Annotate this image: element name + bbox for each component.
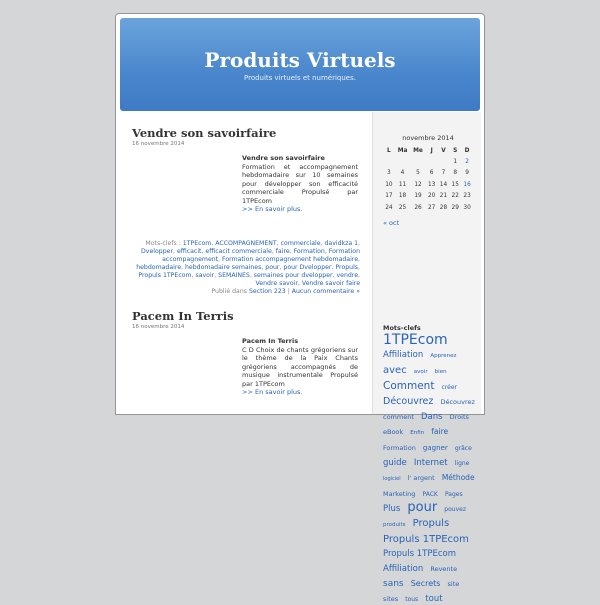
post-tag-link[interactable]: pour Dvelopper (283, 264, 332, 271)
post-tag-link[interactable]: hebdomadaire semaines (184, 264, 262, 271)
calendar-day: 4 (400, 170, 405, 177)
calendar-day: 12 (414, 181, 422, 188)
calendar-day: 9 (465, 170, 469, 177)
tag-cloud-link[interactable]: grâce (454, 445, 472, 452)
tag-cloud-link[interactable]: Revente (430, 565, 458, 573)
calendar-weekday: L (387, 147, 391, 154)
tag-cloud-link[interactable]: Comment (383, 380, 435, 392)
tags-label: Mots-clefs : (145, 240, 181, 247)
post (132, 309, 360, 407)
tag-cloud-link[interactable]: Droits (449, 413, 469, 421)
calendar-day: 1 (453, 158, 458, 165)
post-tag-link[interactable]: Formation accompagnement (162, 248, 360, 263)
post-tag-link[interactable]: Formation accompagnement hebdomadaire (222, 256, 359, 263)
post-title-link[interactable]: Pacem In Terris (132, 309, 234, 323)
calendar-day: 24 (385, 204, 393, 211)
excerpt-text: C D Choix de chants grégoriens sur le thème de la Paix Chants grégoriens accompagnés de musique instrumentale Propulsé par 1TPEcom (242, 345, 358, 388)
calendar-day: 23 (463, 193, 471, 200)
calendar-week (383, 191, 473, 203)
tag-cloud-link[interactable]: produits (383, 522, 406, 528)
post (132, 126, 360, 295)
tag-cloud-link[interactable]: Propuls 1TPEcom Affiliation (383, 549, 457, 574)
tag-cloud-link[interactable]: faire (431, 427, 449, 436)
tag-cloud-link[interactable]: Marketing (383, 490, 416, 498)
tag-cloud-link[interactable]: Dans (420, 412, 443, 422)
tag-cloud-link[interactable]: l' argent (407, 474, 435, 482)
post-title-link[interactable]: Vendre son savoirfaire (132, 126, 277, 140)
site-title-link[interactable]: Produits Virtuels (204, 48, 396, 72)
post-tag-link[interactable]: 1TPEcom (182, 240, 212, 247)
tag-cloud-link[interactable]: sites (383, 595, 399, 603)
comments-link[interactable]: Aucun commentaire » (291, 288, 360, 295)
tag-cloud-link[interactable]: gagner (422, 444, 448, 452)
post-tag-link[interactable]: faire (275, 248, 290, 255)
calendar-day: 7 (441, 170, 446, 177)
calendar-days (383, 156, 473, 214)
published-label: Publié dans (211, 288, 247, 295)
tags-widget-title: Mots-clefs (383, 324, 421, 332)
post-tag-link[interactable]: Vendre savoir faire (301, 280, 360, 287)
post-date: 16 novembre 2014 (132, 324, 185, 330)
post-excerpt (242, 337, 358, 397)
tag-cloud-link[interactable]: Propuls (412, 518, 450, 529)
tag-cloud-link[interactable]: Découvrez (383, 396, 434, 407)
calendar-day: 20 (427, 193, 436, 200)
tag-cloud-link[interactable]: sans (383, 579, 404, 589)
post-date: 16 novembre 2014 (132, 141, 185, 147)
calendar-widget (383, 134, 473, 227)
post-meta (132, 240, 360, 296)
tag-cloud-link[interactable]: PACK (422, 491, 438, 498)
tag-cloud-link[interactable]: site (447, 580, 460, 588)
post-tag-link[interactable]: Dvelopper (141, 248, 173, 255)
calendar-day: 15 (451, 181, 459, 188)
calendar-day: 26 (414, 204, 422, 211)
excerpt-text: Formation et accompagnement hebdomadaire sur 10 semaines pour développer son efficacité commerciale Propulsé par 1TPEcom (242, 162, 358, 205)
calendar-day: 22 (451, 193, 459, 200)
site-header (120, 18, 480, 111)
post-tag-link[interactable]: SEMAINES (218, 272, 250, 279)
post-tag-link[interactable]: pour (265, 264, 280, 271)
meta-separator: | (287, 288, 290, 295)
read-more-link[interactable]: >> En savoir plus. (242, 205, 303, 213)
calendar-day (383, 156, 395, 168)
calendar-weekday: D (464, 147, 470, 154)
calendar-day: 18 (398, 193, 407, 200)
excerpt-title: Pacem In Terris (242, 337, 299, 345)
tag-cloud-link[interactable]: eBook (383, 428, 404, 436)
tag-cloud-link[interactable]: Internet (413, 458, 448, 468)
tag-cloud-link[interactable]: Formation (383, 444, 416, 452)
calendar-day: 13 (427, 181, 436, 188)
post-excerpt (242, 154, 358, 214)
tag-cloud-link[interactable]: tous (405, 596, 419, 603)
calendar-table (383, 145, 473, 214)
calendar-week (383, 168, 473, 180)
calendar-week (383, 179, 473, 191)
tag-cloud-link[interactable]: Pages (444, 491, 463, 498)
tag-cloud-link[interactable]: logiciel (383, 476, 401, 482)
tag-cloud-link[interactable]: Méthode (441, 473, 475, 482)
read-more-link[interactable]: >> En savoir plus. (242, 388, 303, 396)
post-tag-link[interactable]: savoir (195, 272, 215, 279)
post-tag-link[interactable]: ACCOMPAGNEMENT (215, 240, 277, 247)
calendar-day (426, 156, 438, 168)
calendar-day: 30 (463, 204, 471, 211)
post-tag-link[interactable]: Vendre savoir (255, 280, 298, 287)
calendar-day: 29 (451, 204, 459, 211)
tag-cloud-link[interactable]: avec (383, 365, 407, 376)
calendar-caption: novembre 2014 (402, 134, 454, 142)
calendar-day[interactable]: 16 (463, 181, 471, 188)
page (115, 13, 485, 604)
calendar-day: 3 (387, 170, 391, 177)
tag-cloud-link[interactable]: Propuls 1TPEcom (383, 534, 469, 545)
calendar-day: 21 (439, 193, 448, 200)
post-tags: 1TPEcom, ACCOMPAGNEMENT, commerciale, davidkza 1, Dvelopper, efficacit, efficacit commerciale, faire, Formation, Formation accompagnement, Formation accompagnement hebdomadaire, hebdomadaire, hebdomadaire semaines, pour, pour Dvelopper, Propuls, Propuls 1TPEcom, savoir, SEMAINES, semaines pour dvelopper, vendre, Vendre savoir, Vendre savoir faire (136, 240, 360, 287)
calendar-weekday: Ma (397, 147, 408, 154)
calendar-day (438, 156, 450, 168)
calendar-day: 10 (385, 181, 393, 188)
tag-cloud (383, 333, 479, 605)
tag-cloud-link[interactable]: tout (425, 594, 443, 604)
calendar-week (383, 156, 473, 168)
tag-cloud-link[interactable]: pour (407, 500, 438, 515)
tag-cloud-link[interactable]: créer (441, 384, 458, 391)
tag-cloud-link[interactable]: bien (434, 369, 447, 375)
tag-cloud-link[interactable]: guide (383, 458, 407, 468)
calendar-day: 11 (398, 181, 407, 188)
tag-cloud-link[interactable]: Découvrez comment (383, 398, 475, 421)
calendar-day: 28 (439, 204, 448, 211)
post-tag-link[interactable]: davidkza 1 (324, 240, 359, 247)
calendar-prev-month-link[interactable]: « oct (383, 218, 400, 227)
post-tag-link[interactable]: Propuls (335, 264, 359, 271)
post-tag-link[interactable]: commerciale (280, 240, 321, 247)
calendar-day: 25 (398, 204, 407, 211)
tag-cloud-link[interactable]: 1TPEcom (383, 332, 448, 348)
post-tag-link[interactable]: hebdomadaire (136, 264, 182, 271)
calendar-weekday: V (441, 147, 446, 154)
tag-cloud-link[interactable]: Enfin (410, 430, 425, 436)
post-tag-link[interactable]: semaines pour dvelopper (253, 272, 333, 279)
calendar-week (383, 202, 473, 214)
post-tag-link[interactable]: vendre (336, 272, 359, 279)
calendar-weekday: Me (413, 147, 423, 154)
tag-cloud-link[interactable]: Affiliation (383, 350, 424, 360)
tag-cloud-link[interactable]: avoir (413, 369, 428, 375)
site-description: Produits virtuels et numériques. (244, 74, 356, 82)
post-body (132, 154, 360, 224)
calendar-day: 6 (429, 170, 434, 177)
post-tag-link[interactable]: efficacit commerciale (205, 248, 272, 255)
tag-cloud-link[interactable]: ligne (454, 460, 470, 467)
calendar-day (410, 156, 425, 168)
calendar-day: 27 (427, 204, 436, 211)
calendar-day: 8 (453, 170, 458, 177)
tag-cloud-link[interactable]: Plus (383, 504, 401, 514)
post-tag-link[interactable]: Propuls 1TPEcom (138, 272, 192, 279)
post-tag-link[interactable]: efficacit (176, 248, 202, 255)
calendar-weekday: J (430, 147, 433, 154)
calendar-day[interactable]: 2 (465, 158, 469, 165)
tag-cloud-link[interactable]: Secrets (410, 579, 441, 588)
calendar-day (395, 156, 410, 168)
main-content (132, 126, 360, 396)
calendar-day: 14 (439, 181, 448, 188)
calendar-day: 5 (416, 170, 420, 177)
post-body (132, 337, 360, 407)
calendar-weekday: S (453, 147, 458, 154)
tag-cloud-link[interactable]: pouvez (444, 506, 466, 513)
calendar-weekdays (383, 145, 473, 156)
calendar-day: 19 (414, 193, 422, 200)
calendar-day: 17 (385, 193, 393, 200)
tag-cloud-link[interactable]: Apprenez (430, 353, 457, 359)
sidebar (372, 112, 481, 604)
post-tag-link[interactable]: Formation (293, 248, 325, 255)
excerpt-title: Vendre son savoirfaire (242, 154, 325, 162)
category-link[interactable]: Section 223 (248, 288, 286, 295)
